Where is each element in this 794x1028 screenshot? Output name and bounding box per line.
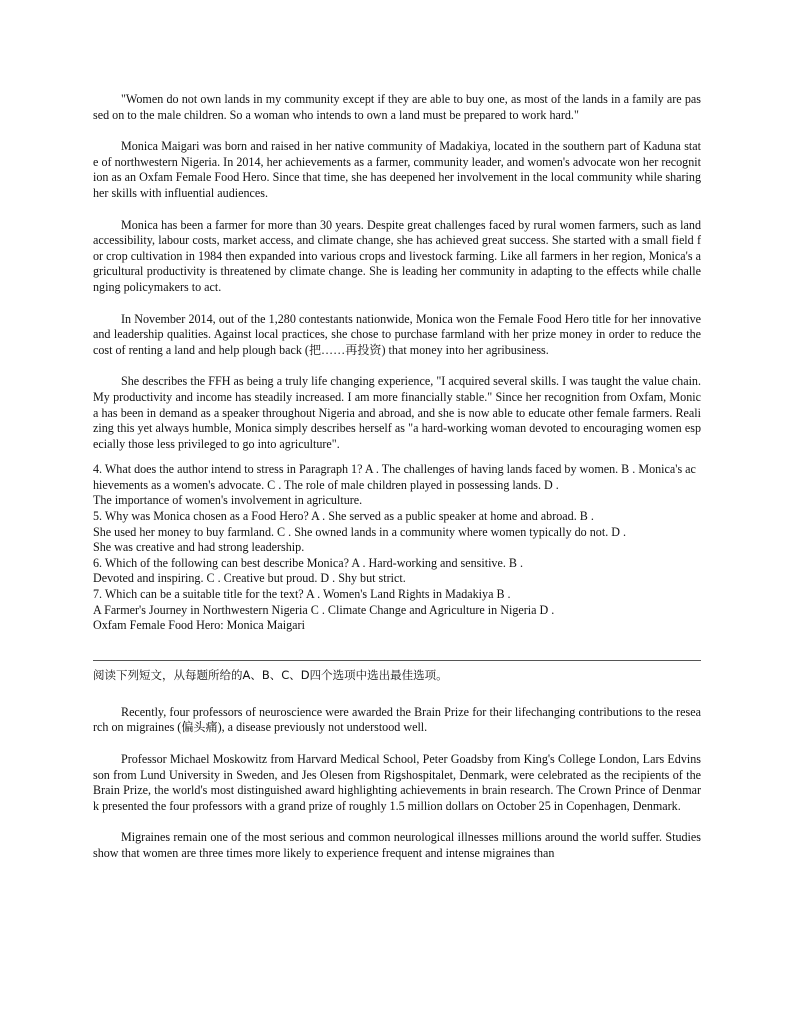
question-7-line-3: Oxfam Female Food Hero: Monica Maigari	[93, 618, 305, 633]
passage-1-paragraph-5: She describes the FFH as being a truly life changing experience, "I acquired several skills. I was taught the value chain. My productivity and income has steadily increased. I am more financially stable." Since her recognition from Oxfam, Monica has been in demand as a speaker throughout Nigeria and abroad, and she is now able to educate other female farmers. Realizing this yet always humble, Monica simply describes herself as "a hard-working woman devoted to encouraging women especially those less privileged to go into agriculture".	[93, 374, 701, 451]
question-5-line-2: She used her money to buy farmland. C . She owned lands in a community where women typically do not. D .	[93, 524, 627, 539]
question-4-line-1: 4. What does the author intend to stress in Paragraph 1? A . The challenges of having lands faced by women. B . Monica's achievements as a women's advocate. C . The role of male children played in possessing lands. D .	[93, 462, 696, 492]
question-7-line-1: 7. Which can be a suitable title for the text? A . Women's Land Rights in Madakiya B .	[93, 587, 511, 602]
section-instruction: 阅读下列短文，从每题所给的A、B、C、D四个选项中选出最佳选项。	[93, 667, 448, 682]
passage-1-paragraph-4: In November 2014, out of the 1,280 contestants nationwide, Monica won the Female Food Hero title for her innovative and leadership qualities. Against local practices, she chose to purchase farmland with her prize money in order to reduce the cost of renting a land and help plough back (把……再投资) that money into her agribusiness.	[93, 311, 701, 357]
passage-2-paragraph-3: Migraines remain one of the most serious and common neurological illnesses millions around the world suffer. Studies show that women are three times more likely to experience frequent and intense migraines than	[93, 830, 701, 860]
question-5-line-1: 5. Why was Monica chosen as a Food Hero? A . She served as a public speaker at home and abroad. B .	[93, 509, 594, 524]
passage-2	[93, 667, 701, 862]
passage-1-paragraph-2: Monica Maigari was born and raised in her native community of Madakiya, located in the southern part of Kaduna state of northwestern Nigeria. In 2014, her achievements as a farmer, community leader, and women's advocate won her recognition as an Oxfam Female Food Hero. Since that time, she has deepened her involvement in the local community while sharing her skills with influential audiences.	[93, 139, 701, 200]
section-divider	[93, 660, 701, 661]
passage-1-paragraph-3: Monica has been a farmer for more than 30 years. Despite great challenges faced by rural women farmers, such as land accessibility, labour costs, market access, and climate change, she has achieved great success. She started with a small field for crop cultivation in 1984 then expanded into various crops and livestock farming. Like all farmers in her region, Monica's agricultural productivity is threatened by climate change. She is leading her community in adapting to the effects while challenging policymakers to act.	[93, 217, 701, 294]
question-6-line-2: Devoted and inspiring. C . Creative but proud. D . Shy but strict.	[93, 571, 406, 586]
question-list	[93, 462, 701, 634]
passage-1	[93, 92, 701, 452]
passage-2-paragraph-2: Professor Michael Moskowitz from Harvard Medical School, Peter Goadsby from King's College London, Lars Edvinsson from Lund University in Sweden, and Jes Olesen from Rigshospitalet, Denmark, were celebrated as the recipients of the Brain Prize, the world's most distinguished award highlighting achievements in brain research. The Crown Prince of Denmark presented the four professors with a grand prize of roughly 1.5 million dollars on October 25 in Copenhagen, Denmark.	[93, 752, 701, 813]
passage-2-paragraph-1: Recently, four professors of neuroscience were awarded the Brain Prize for their lifechanging contributions to the research on migraines (偏头痛), a disease previously not understood well.	[93, 704, 701, 735]
question-7-line-2: A Farmer's Journey in Northwestern Nigeria C . Climate Change and Agriculture in Nigeria D .	[93, 602, 555, 617]
question-6-line-1: 6. Which of the following can best describe Monica? A . Hard-working and sensitive. B .	[93, 555, 524, 570]
question-4-line-2: The importance of women's involvement in agriculture.	[93, 493, 363, 508]
passage-1-paragraph-1: "Women do not own lands in my community except if they are able to buy one, as most of the lands in a family are passed on to the male children. So a woman who intends to own a land must be prepared to work hard."	[93, 92, 701, 122]
document-page	[93, 92, 701, 878]
question-5-line-3: She was creative and had strong leadership.	[93, 540, 305, 555]
